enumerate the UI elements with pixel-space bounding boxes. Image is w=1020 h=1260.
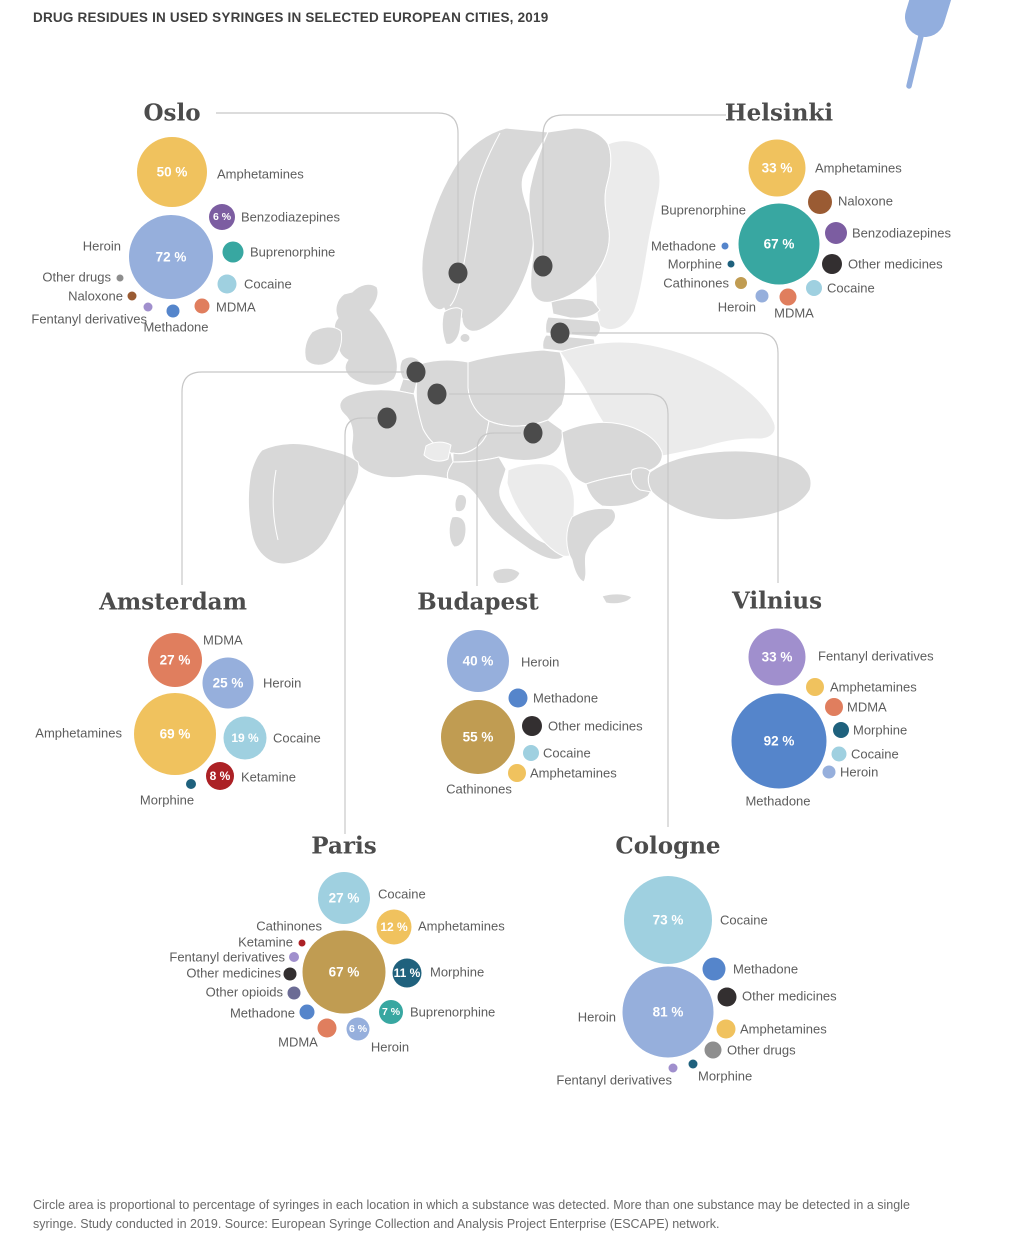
bubble-label-oslo-amphetamines: Amphetamines [217, 166, 304, 182]
bubble-label-oslo-naloxone: Naloxone [68, 288, 123, 304]
bubble-amsterdam-morphine [186, 779, 196, 789]
bubble-pct-budapest-cathinones: 55 % [462, 729, 494, 745]
bubble-helsinki-other-medicines [822, 254, 842, 274]
bubble-pct-amsterdam-amphetamines: 69 % [159, 726, 191, 742]
bubble-label-budapest-cathinones: Cathinones [446, 781, 512, 797]
bubble-cologne-other-medicines [718, 988, 737, 1007]
bubble-pct-paris-heroin: 6 % [348, 1023, 368, 1035]
city-title-amsterdam: Amsterdam [99, 588, 247, 616]
map-iberia [248, 444, 358, 564]
bubble-pct-oslo-benzodiazepines: 6 % [212, 211, 232, 223]
bubble-label-oslo-other-drugs: Other drugs [42, 269, 111, 285]
bubble-label-budapest-methadone: Methadone [533, 690, 599, 706]
city-title-budapest: Budapest [417, 588, 539, 616]
bubble-helsinki-mdma [780, 289, 797, 306]
map-estonia [551, 298, 600, 318]
bubble-vilnius-cocaine [832, 747, 847, 762]
bubble-pct-helsinki-amphetamines: 33 % [761, 160, 793, 176]
bubble-label-oslo-methadone: Methadone [143, 319, 209, 335]
map-denmark [442, 308, 462, 345]
bubble-label-paris-cocaine: Cocaine [378, 886, 426, 902]
city-title-oslo: Oslo [143, 99, 201, 127]
bubble-pct-amsterdam-ketamine: 8 % [209, 769, 231, 783]
bubble-pct-vilnius-methadone: 92 % [763, 733, 795, 749]
bubble-pct-helsinki-buprenorphine: 67 % [763, 236, 795, 252]
bubble-label-cologne-methadone: Methadone [733, 961, 799, 977]
bubble-label-oslo-benzodiazepines: Benzodiazepines [241, 209, 341, 225]
bubble-label-paris-fentanyl-derivatives: Fentanyl derivatives [169, 949, 285, 965]
bubble-cologne-amphetamines [717, 1020, 736, 1039]
bubble-oslo-cocaine [218, 275, 237, 294]
map-switzerland [424, 442, 451, 461]
bubble-pct-paris-morphine: 11 % [393, 966, 421, 980]
bubble-helsinki-benzodiazepines [825, 222, 847, 244]
city-title-paris: Paris [311, 832, 377, 860]
bubble-label-vilnius-fentanyl-derivatives: Fentanyl derivatives [818, 648, 934, 664]
bubble-label-paris-morphine: Morphine [430, 964, 485, 980]
bubble-label-oslo-heroin: Heroin [82, 238, 121, 254]
bubble-paris-methadone [300, 1005, 315, 1020]
map-crete [602, 594, 632, 604]
bubble-oslo-naloxone [128, 292, 137, 301]
bubble-label-oslo-mdma: MDMA [216, 299, 256, 315]
bubble-vilnius-heroin [823, 766, 836, 779]
bubble-helsinki-cathinones [735, 277, 747, 289]
bubble-pct-oslo-amphetamines: 50 % [156, 164, 188, 180]
bubble-label-oslo-cocaine: Cocaine [244, 276, 292, 292]
bubble-paris-mdma [318, 1019, 337, 1038]
bubble-label-budapest-amphetamines: Amphetamines [530, 765, 617, 781]
bubble-label-vilnius-methadone: Methadone [745, 793, 811, 809]
city-title-helsinki: Helsinki [724, 99, 834, 127]
bubble-cologne-fentanyl-derivatives [669, 1064, 678, 1073]
bubble-label-helsinki-heroin: Heroin [717, 299, 756, 315]
map-turkey [648, 451, 811, 520]
bubble-label-helsinki-other-medicines: Other medicines [848, 256, 943, 272]
bubble-label-amsterdam-cocaine: Cocaine [273, 730, 321, 746]
bubble-oslo-buprenorphine [223, 242, 244, 263]
bubble-label-helsinki-amphetamines: Amphetamines [815, 160, 902, 176]
bubble-oslo-other-drugs [117, 275, 124, 282]
bubble-label-paris-ketamine: Ketamine [238, 934, 293, 950]
bubble-pct-paris-cocaine: 27 % [328, 890, 360, 906]
bubble-label-cologne-cocaine: Cocaine [720, 912, 768, 928]
bubble-label-vilnius-mdma: MDMA [847, 699, 887, 715]
bubble-label-vilnius-heroin: Heroin [840, 764, 879, 780]
bubble-label-oslo-buprenorphine: Buprenorphine [250, 244, 336, 260]
bubble-pct-cologne-cocaine: 73 % [652, 912, 684, 928]
bubble-label-paris-amphetamines: Amphetamines [418, 918, 505, 934]
bubble-paris-other-opioids [288, 987, 301, 1000]
bubble-pct-budapest-heroin: 40 % [462, 653, 494, 669]
bubble-helsinki-cocaine [806, 280, 822, 296]
map-dot-vilnius [551, 323, 570, 344]
bubble-pct-oslo-heroin: 72 % [155, 249, 187, 265]
syringe-icon [900, 0, 964, 86]
map-sicily [493, 568, 520, 583]
bubble-pct-amsterdam-cocaine: 19 % [231, 731, 259, 745]
bubble-label-cologne-heroin: Heroin [577, 1009, 616, 1025]
bubble-label-helsinki-mdma: MDMA [774, 305, 814, 321]
bubble-pct-paris-buprenorphine: 7 % [381, 1006, 401, 1018]
bubble-pct-amsterdam-heroin: 25 % [212, 675, 244, 691]
map-sardinia [449, 517, 466, 548]
bubble-helsinki-morphine [728, 261, 735, 268]
bubble-vilnius-morphine [833, 722, 849, 738]
bubble-label-amsterdam-morphine: Morphine [139, 792, 195, 808]
map-dot-oslo [449, 263, 468, 284]
bubble-label-paris-mdma: MDMA [278, 1034, 318, 1050]
bubble-label-helsinki-cocaine: Cocaine [827, 280, 875, 296]
bubble-label-amsterdam-amphetamines: Amphetamines [35, 725, 122, 741]
bubble-budapest-methadone [509, 689, 528, 708]
map-dot-budapest [524, 423, 543, 444]
map-dot-amsterdam [407, 362, 426, 383]
bubble-label-amsterdam-mdma: MDMA [203, 632, 243, 648]
bubble-budapest-cocaine [523, 745, 539, 761]
bubble-cologne-morphine [689, 1060, 698, 1069]
bubble-helsinki-methadone [722, 243, 729, 250]
bubble-budapest-other-medicines [522, 716, 542, 736]
bubble-label-paris-buprenorphine: Buprenorphine [410, 1004, 496, 1020]
bubble-label-cologne-fentanyl-derivatives: Fentanyl derivatives [556, 1072, 672, 1088]
bubble-label-paris-other-medicines: Other medicines [186, 965, 281, 981]
bubble-paris-ketamine [299, 940, 306, 947]
bubble-budapest-amphetamines [508, 764, 526, 782]
bubble-vilnius-mdma [825, 698, 843, 716]
map-denmark-island [460, 334, 470, 343]
bubble-oslo-fentanyl-derivatives [144, 303, 153, 312]
bubble-pct-vilnius-fentanyl-derivatives: 33 % [761, 649, 793, 665]
map-ireland [305, 327, 342, 365]
bubble-oslo-methadone [167, 305, 180, 318]
bubble-pct-amsterdam-mdma: 27 % [159, 652, 191, 668]
map-corsica [455, 494, 467, 511]
bubble-label-paris-other-opioids: Other opioids [205, 984, 283, 1000]
map-dot-helsinki [534, 256, 553, 277]
city-title-vilnius: Vilnius [731, 587, 823, 615]
bubble-cologne-methadone [703, 958, 726, 981]
bubble-label-cologne-morphine: Morphine [698, 1068, 753, 1084]
bubble-label-amsterdam-ketamine: Ketamine [241, 769, 296, 785]
bubble-label-cologne-other-drugs: Other drugs [727, 1042, 796, 1058]
bubble-label-cologne-other-medicines: Other medicines [742, 988, 837, 1004]
bubble-label-vilnius-morphine: Morphine [853, 722, 908, 738]
bubble-helsinki-naloxone [808, 190, 832, 214]
bubble-label-budapest-cocaine: Cocaine [543, 745, 591, 761]
bubble-label-budapest-other-medicines: Other medicines [548, 718, 643, 734]
bubble-helsinki-heroin [756, 290, 769, 303]
bubble-label-budapest-heroin: Heroin [521, 654, 560, 670]
map-greece [567, 508, 616, 582]
bubble-pct-cologne-heroin: 81 % [652, 1004, 684, 1020]
bubble-paris-other-medicines [284, 968, 297, 981]
bubble-label-helsinki-methadone: Methadone [650, 238, 716, 254]
map-scandinavia [422, 128, 548, 331]
bubble-pct-paris-amphetamines: 12 % [380, 920, 408, 934]
bubble-oslo-mdma [195, 299, 210, 314]
bubble-label-helsinki-morphine: Morphine [667, 256, 722, 272]
bubble-label-vilnius-cocaine: Cocaine [851, 746, 899, 762]
map-poland [468, 350, 566, 426]
bubble-label-paris-cathinones: Cathinones [256, 918, 322, 934]
bubble-label-vilnius-amphetamines: Amphetamines [830, 679, 917, 695]
europe-map [248, 128, 811, 604]
source-note: Circle area is proportional to percentage of syringes in each location in which a substance was detected. More than one substance may be detected in a single syringe. Study conducted in 2019. Source: European Syringe Collection and Analysis Project Enterprise (ESCAPE) network. [33, 1198, 910, 1232]
bubble-paris-fentanyl-derivatives [289, 952, 299, 962]
map-dot-paris [378, 408, 397, 429]
bubble-label-paris-methadone: Methadone [229, 1005, 295, 1021]
page-title: DRUG RESIDUES IN USED SYRINGES IN SELECTED EUROPEAN CITIES, 2019 [33, 10, 549, 25]
bubble-cologne-other-drugs [705, 1042, 722, 1059]
bubble-label-amsterdam-heroin: Heroin [263, 675, 302, 691]
bubble-label-helsinki-benzodiazepines: Benzodiazepines [852, 225, 952, 241]
bubble-vilnius-amphetamines [806, 678, 824, 696]
bubble-label-cologne-amphetamines: Amphetamines [740, 1021, 827, 1037]
city-title-cologne: Cologne [615, 832, 721, 860]
map-uk [334, 284, 397, 385]
bubble-label-oslo-fentanyl-derivatives: Fentanyl derivatives [31, 311, 147, 327]
bubble-pct-paris-cathinones: 67 % [328, 964, 360, 980]
bubble-label-helsinki-naloxone: Naloxone [838, 193, 893, 209]
bubble-label-helsinki-buprenorphine: Buprenorphine [660, 202, 746, 218]
map-dot-cologne [428, 384, 447, 405]
connector-oslo [216, 113, 458, 262]
bubble-label-helsinki-cathinones: Cathinones [663, 275, 729, 291]
bubble-label-paris-heroin: Heroin [370, 1039, 410, 1055]
